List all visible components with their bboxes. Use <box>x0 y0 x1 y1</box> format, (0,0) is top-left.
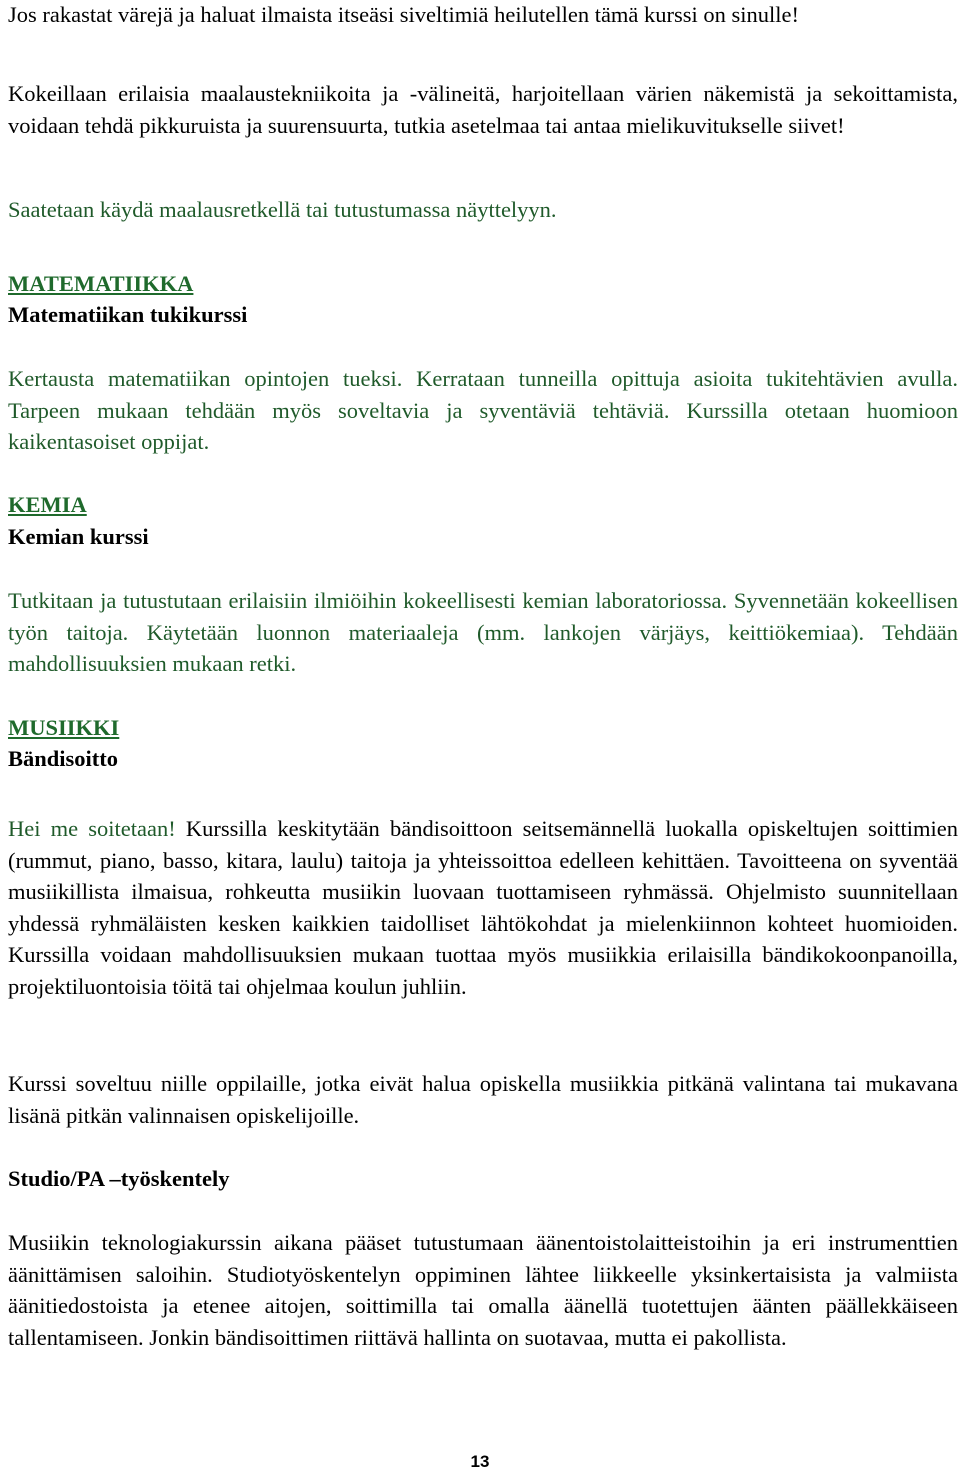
studio-description-paragraph: Musiikin teknologiakurssin aikana pääset tutustumaan äänentoistolaitteistoihin ja eri instrumenttien äänittämisen saloihin. Studiotyöskentelyn oppiminen lähtee liikkeelle yksinkertaisista ja valmiista äänitiedostoista ja etenee aitojen, soittimilla tai omalla äänellä tuotettujen äänten päällekkäiseen tallentamiseen. Jonkin bändisoittimen riittävä hallinta on suotavaa, mutta ei pakollista. <box>8 1230 958 1350</box>
chemistry-description-paragraph: Tutkitaan ja tutustutaan erilaisiin ilmiöihin kokeellisesti kemian laboratoriossa. Syvennetään kokeellisen työn taitoja. Käytetään luonnon materiaaleja (mm. lankojen värjäys, keittiökemiaa). Tehdään mahdollisuuksien mukaan retki. <box>8 588 958 676</box>
page-number: 13 <box>470 1452 490 1471</box>
math-subject-heading: MATEMATIIKKA <box>8 271 194 296</box>
art-excursion-paragraph: Saatetaan käydä maalausretkellä tai tutustumassa näyttelyyn. <box>8 197 557 222</box>
music-course-title: Bändisoitto <box>8 746 119 771</box>
music-suitability-paragraph: Kurssi soveltuu niille oppilaille, jotka eivät halua opiskella musiikkia pitkänä valintana tai mukavana lisänä pitkän valinnaisen opiskelijoille. <box>8 1071 958 1128</box>
music-subject-heading: MUSIIKKI <box>8 715 120 740</box>
music-description-paragraph <box>8 813 958 1002</box>
music-description-lead: Hei me soitetaan! <box>8 816 176 841</box>
art-description-paragraph: Kokeillaan erilaisia maalaustekniikoita ja -välineitä, harjoitellaan värien näkemistä ja sekoittamista, voidaan tehdä pikkuruista ja suurensuurta, tutkia asetelmaa tai antaa mielikuvitukselle siivet! <box>8 81 958 138</box>
chemistry-subject-heading: KEMIA <box>8 492 87 517</box>
math-course-title: Matematiikan tukikurssi <box>8 302 248 327</box>
studio-course-title: Studio/PA –työskentely <box>8 1166 230 1191</box>
art-intro-paragraph: Jos rakastat värejä ja haluat ilmaista itseäsi siveltimiä heilutellen tämä kurssi on sinulle! <box>8 2 800 27</box>
math-description-paragraph: Kertausta matematiikan opintojen tueksi. Kerrataan tunneilla opittuja asioita tukitehtävien avulla. Tarpeen mukaan tehdään myös soveltavia ja syventäviä tehtäviä. Kurssilla otetaan huomioon kaikentasoiset oppijat. <box>8 366 958 454</box>
chemistry-course-title: Kemian kurssi <box>8 524 149 549</box>
music-description-rest: Kurssilla keskitytään bändisoittoon seitsemännellä luokalla opiskeltujen soittimien (rummut, piano, basso, kitara, laulu) taitoja ja yhteissoittoa edelleen kehittäen. Tavoitteena on syventää musiikillista ilmaisua, rohkeutta musiikin luovaan tuottamiseen ryhmässä. Ohjelmisto suunnitellaan yhdessä ryhmäläisten kesken kaikkien taidolliset lähtökohdat ja mielenkiinnon kohteet huomioiden. Kurssilla voidaan mahdollisuuksien mukaan tuottaa myös musiikkia erilaisilla bändikokoonpanoilla, projektiluontoisia töitä tai ohjelmaa koulun juhliin. <box>8 816 959 999</box>
